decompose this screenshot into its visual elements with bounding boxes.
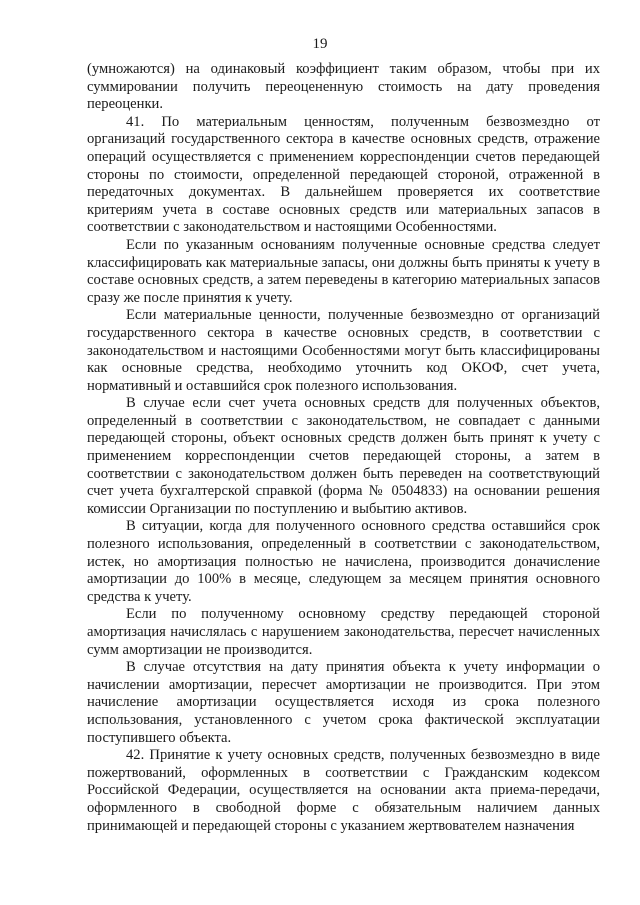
paragraph: В случае если счет учета основных средств для полученных объектов, определенный в соответствии с законодательством, не совпадает с данными передающей стороны, объект основных средств должен быть принят к учету с применением корреспонденции счетов передающей стороны, а затем в соответствии с законодательством должен быть переведен на соответствующий счет учета бухгалтерской справкой (форма № 0504833) на основании решения комиссии Организации по поступлению и выбытию активов. — [87, 395, 600, 517]
paragraph: В случае отсутствия на дату принятия объекта к учету информации о начислении амортизации, пересчет амортизации не производится. При этом начисление амортизации осуществляется исходя из срока полезного использования, установленного с учетом срока фактической эксплуатации поступившего объекта. — [87, 659, 600, 746]
page-number: 19 — [312, 36, 328, 52]
paragraph: Если материальные ценности, полученные безвозмездно от организаций государственного сектора в качестве основных средств, в соответствии с законодательством и настоящими Особенностями могут быть классифицированы как основные средства, необходимо уточнить код ОКОФ, счет учета, нормативный и оставшийся срок полезного использования. — [87, 307, 600, 394]
paragraph: В ситуации, когда для полученного основного средства оставшийся срок полезного использования, определенный в соответствии с законодательством, истек, но амортизация полностью не начислена, производится доначисление амортизации до 100% в месяце, следующем за месяцем принятия основного средства к учету. — [87, 518, 600, 605]
paragraph: Если по указанным основаниям полученные основные средства следует классифицировать как материальные запасы, они должны быть приняты к учету в составе основных средств, а затем переведены в категорию материальных запасов сразу же после принятия к учету. — [87, 236, 600, 306]
paragraph-continuation: (умножаются) на одинаковый коэффициент таким образом, чтобы при их суммировании получить переоцененную стоимость на дату проведения переоценки. — [87, 61, 600, 113]
paragraph-item-41: 41. По материальным ценностям, полученным безвозмездно от организаций государственного сектора в качестве основных средств, отражение операций осуществляется с применением корреспонденции счетов передающей стороны по стоимости, определенной передающей стороной, отраженной в передаточных документах. В дальнейшем проверяется их соответствие критериям учета в составе основных средств или материальных запасов в соответствии с законодательством и настоящими Особенностями. — [87, 113, 600, 236]
paragraph: Если по полученному основному средству передающей стороной амортизация начислялась с нарушением законодательства, пересчет начисленных сумм амортизации не производится. — [87, 606, 600, 658]
paragraph-item-42: 42. Принятие к учету основных средств, полученных безвозмездно в виде пожертвований, оформленных в соответствии с Гражданским кодексом Российской Федерации, осуществляется на основании акта приема-передачи, оформленного в свободной форме с обязательным наличием данных принимающей и передающей стороны с указанием жертвователем назначения — [87, 747, 600, 834]
body-text — [87, 61, 600, 835]
